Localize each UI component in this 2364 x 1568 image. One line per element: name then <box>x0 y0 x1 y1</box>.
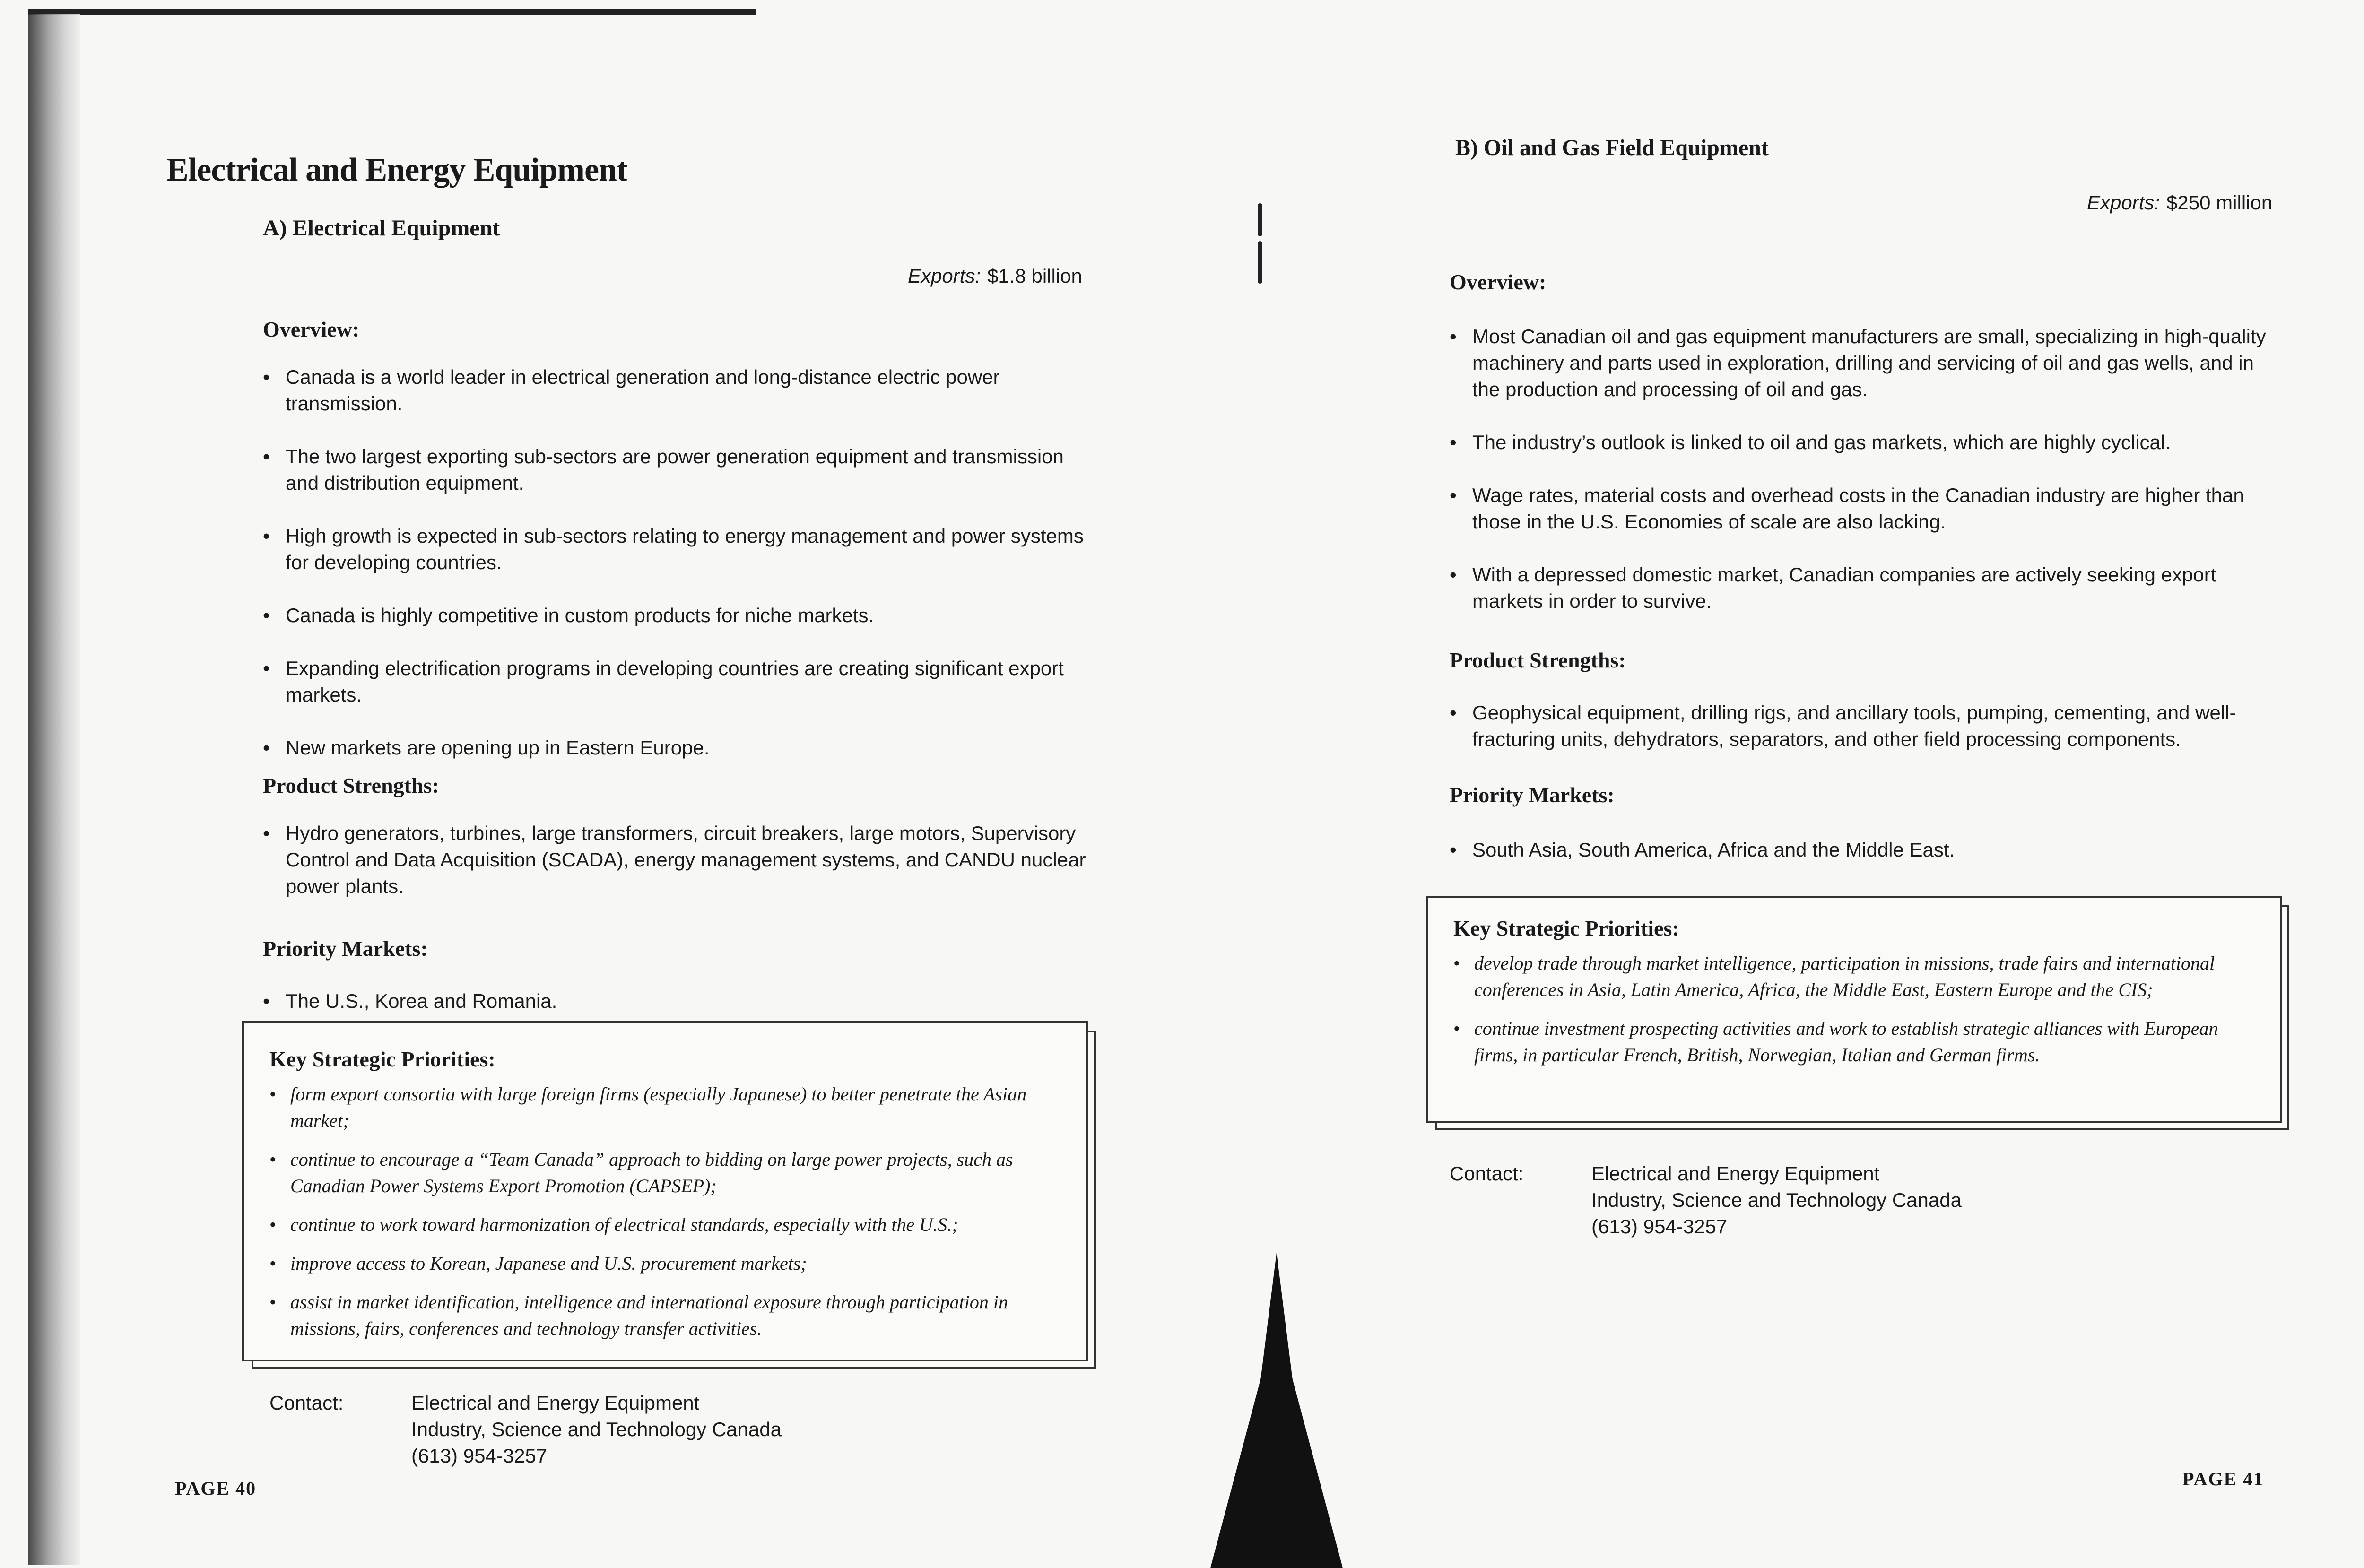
page-number: PAGE 40 <box>175 1478 257 1499</box>
markets-heading: Priority Markets: <box>1450 783 1615 807</box>
contact-label: Contact: <box>269 1392 344 1414</box>
contact-line: Electrical and Energy Equipment <box>1591 1162 1880 1185</box>
list-item: • Geophysical equipment, drilling rigs, and ancillary tools, pumping, cementing, and well-fracturing units, dehydrators, separators, and other field processing components. <box>1450 700 2282 753</box>
section-heading: A) Electrical Equipment <box>263 216 500 241</box>
list-item: • Most Canadian oil and gas equipment manufacturers are small, specializing in high-quality machinery and parts used in exploration, drilling and servicing of oil and gas wells, and in the production and processing of oil and gas. <box>1450 323 2282 403</box>
exports-label: Exports: <box>908 265 981 287</box>
contact-lines <box>1591 1161 1962 1240</box>
page-right <box>1227 0 2364 1568</box>
list-item: • Expanding electrification programs in developing countries are creating significant export markets. <box>263 655 1095 708</box>
list-item: • continue to encourage a “Team Canada” approach to bidding on large power projects, such as Canadian Power Systems Export Promotion (CAPSEP); <box>269 1146 1066 1199</box>
overview-heading: Overview: <box>1450 270 1547 294</box>
page-title: Electrical and Energy Equipment <box>166 152 627 188</box>
list-item: • improve access to Korean, Japanese and U.S. procurement markets; <box>269 1250 1066 1277</box>
list-item: • South Asia, South America, Africa and the Middle East. <box>1450 837 2282 863</box>
exports-label: Exports: <box>2087 191 2160 214</box>
priorities-heading: Key Strategic Priorities: <box>269 1047 495 1071</box>
page-number: PAGE 41 <box>2182 1468 2264 1490</box>
list-item: • The two largest exporting sub-sectors are power generation equipment and transmission and distribution equipment. <box>263 443 1095 496</box>
strengths-heading: Product Strengths: <box>1450 648 1626 672</box>
key-priorities-box <box>1426 896 2282 1123</box>
strengths-heading: Product Strengths: <box>263 773 439 797</box>
markets-list <box>1450 837 2282 890</box>
contact-label: Contact: <box>1450 1162 1524 1185</box>
list-item: • High growth is expected in sub-sectors relating to energy management and power systems for developing countries. <box>263 523 1095 576</box>
list-item: • The industry’s outlook is linked to oil and gas markets, which are highly cyclical. <box>1450 429 2282 456</box>
exports-line <box>908 265 1082 287</box>
list-item: • Canada is highly competitive in custom products for niche markets. <box>263 602 1095 629</box>
list-item: • With a depressed domestic market, Canadian companies are actively seeking export markets in order to survive. <box>1450 562 2282 615</box>
list-item: • New markets are opening up in Eastern Europe. <box>263 735 1095 761</box>
list-item: • Wage rates, material costs and overhead costs in the Canadian industry are higher than those in the U.S. Economies of scale are also lacking. <box>1450 482 2282 535</box>
list-item: • The U.S., Korea and Romania. <box>263 988 1095 1014</box>
exports-line <box>2087 191 2272 214</box>
exports-value: $1.8 billion <box>987 265 1082 287</box>
contact-line: Industry, Science and Technology Canada <box>411 1418 782 1440</box>
contact-lines <box>411 1390 782 1469</box>
exports-value: $250 million <box>2166 191 2273 214</box>
section-heading: B) Oil and Gas Field Equipment <box>1455 135 1769 160</box>
contact-line: (613) 954-3257 <box>411 1445 548 1467</box>
list-item: • develop trade through market intelligence, participation in missions, trade fairs and international conferences in Asia, Latin America, Africa, the Middle East, Eastern Europe and the CIS; <box>1453 950 2261 1003</box>
priorities-heading: Key Strategic Priorities: <box>1453 916 1679 940</box>
strengths-list <box>1450 700 2282 779</box>
list-item: • assist in market identification, intelligence and international exposure through participation in missions, fairs, conferences and technology transfer activities. <box>269 1289 1066 1342</box>
overview-list <box>1450 323 2282 641</box>
overview-list <box>263 364 1095 788</box>
contact-line: Electrical and Energy Equipment <box>411 1392 700 1414</box>
list-item: • continue investment prospecting activities and work to establish strategic alliances with European firms, in particular French, British, Norwegian, Italian and German firms. <box>1453 1015 2261 1068</box>
contact-line: Industry, Science and Technology Canada <box>1591 1189 1962 1211</box>
strengths-list <box>263 820 1095 926</box>
priorities-list <box>1453 950 2261 1068</box>
key-priorities-box <box>242 1021 1088 1361</box>
contact-line: (613) 954-3257 <box>1591 1215 1728 1238</box>
priorities-list <box>269 1081 1066 1342</box>
markets-heading: Priority Markets: <box>263 936 428 961</box>
list-item: • continue to work toward harmonization of electrical standards, especially with the U.S.; <box>269 1212 1066 1238</box>
list-item: • Hydro generators, turbines, large transformers, circuit breakers, large motors, Supervisory Control and Data Acquisition (SCADA), energy management systems, and CANDU nuclear power plants. <box>263 820 1095 900</box>
list-item: • form export consortia with large foreign firms (especially Japanese) to better penetrate the Asian market; <box>269 1081 1066 1134</box>
list-item: • Canada is a world leader in electrical generation and long-distance electric power transmission. <box>263 364 1095 417</box>
overview-heading: Overview: <box>263 317 360 341</box>
